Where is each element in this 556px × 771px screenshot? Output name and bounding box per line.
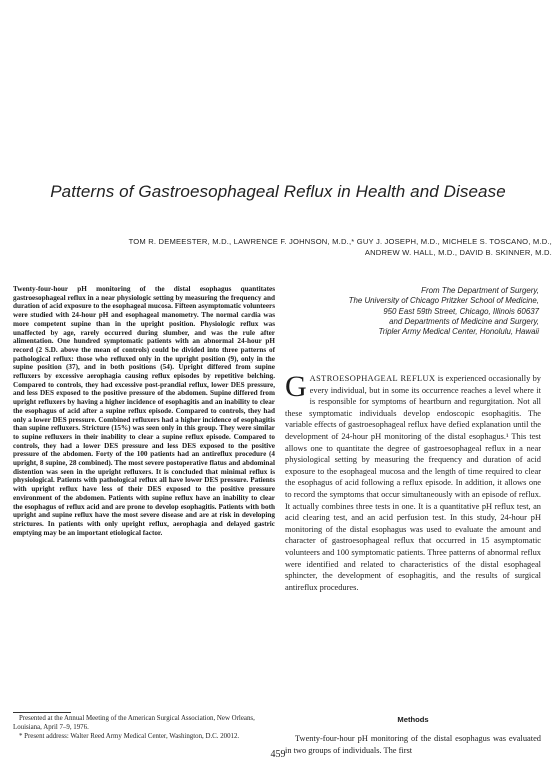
footnote-rule	[13, 712, 71, 713]
affiliation-line-2: The University of Chicago Pritzker School of Medicine,	[348, 296, 539, 306]
methods-heading: Methods	[397, 715, 429, 724]
affiliation-line-3: 950 East 59th Street, Chicago, Illinois 60637	[383, 306, 539, 316]
affiliation-line-5: Tripler Army Medical Center, Honolulu, Hawaii	[378, 327, 539, 337]
affiliation-line-1: From The Department of Surgery,	[421, 286, 539, 295]
footnotes	[13, 715, 275, 743]
authors-line-2: ANDREW W. HALL, M.D., DAVID B. SKINNER, M.D.	[364, 248, 552, 257]
footnote-present-address: * Present address: Walter Reed Army Medical Center, Washington, D.C. 20012.	[19, 733, 240, 741]
introduction-paragraph	[285, 370, 541, 593]
footnote-presented: Presented at the Annual Meeting of the American Surgical Association, New Orleans, Louisiana, April 7–9, 1976.	[13, 715, 255, 731]
affiliation	[282, 286, 539, 337]
page-number: 459	[270, 749, 286, 760]
intro-lead-in: ASTROESOPHAGEAL REFLUX	[309, 374, 436, 383]
authors-line-1: TOM R. DEMEESTER, M.D., LAWRENCE F. JOHNSON, M.D.,* GUY J. JOSEPH, M.D., MICHELE S. TOSCANO, M.D.,	[128, 237, 552, 246]
affiliation-line-4: and Departments of Medicine and Surgery,	[389, 316, 539, 326]
drop-cap: G	[285, 370, 307, 403]
article-title: Patterns of Gastroesophageal Reflux in Health and Disease	[50, 182, 506, 201]
author-list	[30, 236, 552, 258]
methods-paragraph: Twenty-four-hour pH monitoring of the distal esophagus was evaluated in two groups of individuals. The first	[285, 734, 541, 755]
intro-body: is experienced occasionally by every individual, but in some its occurrence reaches a level where it is responsible for symptoms of heartburn and regurgitation. Not all these symptomatic individuals develop endoscopic esophagitis. The variable effects of gastroesophageal reflux have defied explanation until the development of 24-hour pH monitoring of the distal esophagus.¹ This test allows one to quantitate the degree of gastroesophageal reflux in a near physiological setting by measuring the frequency and duration of acid exposure to the esophageal mucosa and the length of time required to clear the esophagus of acid following a reflux episode. In addition, it allows one to record the symptoms that occur simultaneously with an episode of reflux. It actually combines three tests in one. It is a quantitative pH reflux test, an acid clearing test, and an acid perfusion test. In this study, 24-hour pH monitoring of the distal esophagus was used to evaluate the amount and character of gastroesophageal reflux that occurred in 15 asymptomatic volunteers and 100 symptomatic patients. Three patterns of abnormal reflux were identified and related to characteristics of the distal esophageal sphincter, the development of esophagitis, and the results of surgical antireflux procedures.	[285, 374, 541, 592]
abstract: Twenty-four-hour pH monitoring of the distal esophagus quantitates gastroesophageal reflux in a near physiologic setting by measuring the frequency and duration of acid exposure to the esophageal mucosa. Fifteen asymptomatic volunteers were studied with 24-hour pH and esophageal manometry. The normal cardia was more competent supine than in the upright position. Physiologic reflux was unaffected by age, rarely occurred during slumber, and was the rule after alimentation. One hundred symptomatic patients with an abnormal 24-hour pH record (2 S.D. above the mean of controls) could be divided into three patterns of pathological reflux: those who refluxed only in the upright position (9), only in the supine position (37), and in both positions (54). Upright differed from supine refluxers by excessive aerophagia causing reflux episodes by repetitive belching. Compared to controls, they had excessive post-prandial reflux, lower DES pressure, and less DES exposed to the positive pressure of the abdomen. Supine differed from upright refluxers by having a higher incidence of esophagitis and an inability to clear the esophagus of acid after a supine reflux episode. Compared to controls, they had only a lower DES pressure. Combined refluxers had a higher incidence of esophagitis than supine refluxers. Stricture (15%) was seen only in this group. They were similar to supine refluxers in their inability to clear a supine reflux episode. Compared to controls, they had a lower DES pressure and less DES exposed to the positive pressure of the abdomen. Forty of the 100 patients had an antireflux procedure (4 upright, 8 supine, 28 combined). The most severe postoperative flatus and abdominal distention was seen in the upright refluxers. It is concluded that minimal reflux is physiological. Patients with pathological reflux all have lower DES pressure. Patients with upright reflux have less of their DES exposed to the positive pressure environment of the abdomen. Patients with supine reflux have an inability to clear the esophagus of reflux acid and are prone to develop esophagitis. Patients with both upright and supine reflux have the most severe disease and are at risk in developing strictures. In patients with only upright reflux, aerophagia and delayed gastric emptying may be an important etiological factor.	[13, 285, 275, 537]
